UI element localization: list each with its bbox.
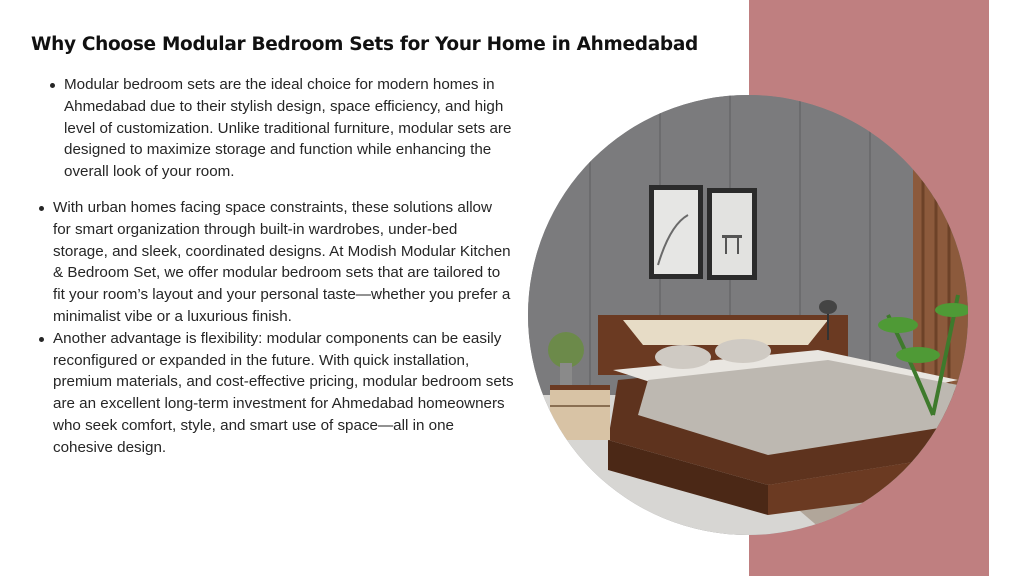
bullet-point-2: With urban homes facing space constraints, these solutions allow for smart organization through built-in wardrobes, under-bed storage, and sleek, coordinated designs. At Modish Modular Kitchen & Bedroom Set, we offer modular bedroom sets that are tailored to fit your room’s layout and your personal taste—whether you prefer a minimalist vibe or a luxurious finish.: [53, 197, 513, 328]
wall-art-left: [649, 185, 703, 279]
page-title: Why Choose Modular Bedroom Sets for Your Home in Ahmedabad: [31, 34, 698, 55]
bullet-list: [53, 74, 533, 459]
wall-art-right: [707, 188, 757, 280]
bullet-point-3: Another advantage is flexibility: modular components can be easily reconfigured or expanded in the future. With quick installation, premium materials, and cost-effective pricing, modular bedroom sets are an excellent long-term investment for Ahmedabad homeowners who seek comfort, style, and smart use of space—all in one cohesive design.: [53, 328, 518, 459]
bedroom-photo: [528, 95, 968, 535]
right-margin: [989, 0, 1024, 576]
bullet-point-1: Modular bedroom sets are the ideal choice for modern homes in Ahmedabad due to their stylish design, space efficiency, and high level of customization. Unlike traditional furniture, modular sets are designed to maximize storage and function while enhancing the overall look of your room.: [64, 74, 529, 183]
